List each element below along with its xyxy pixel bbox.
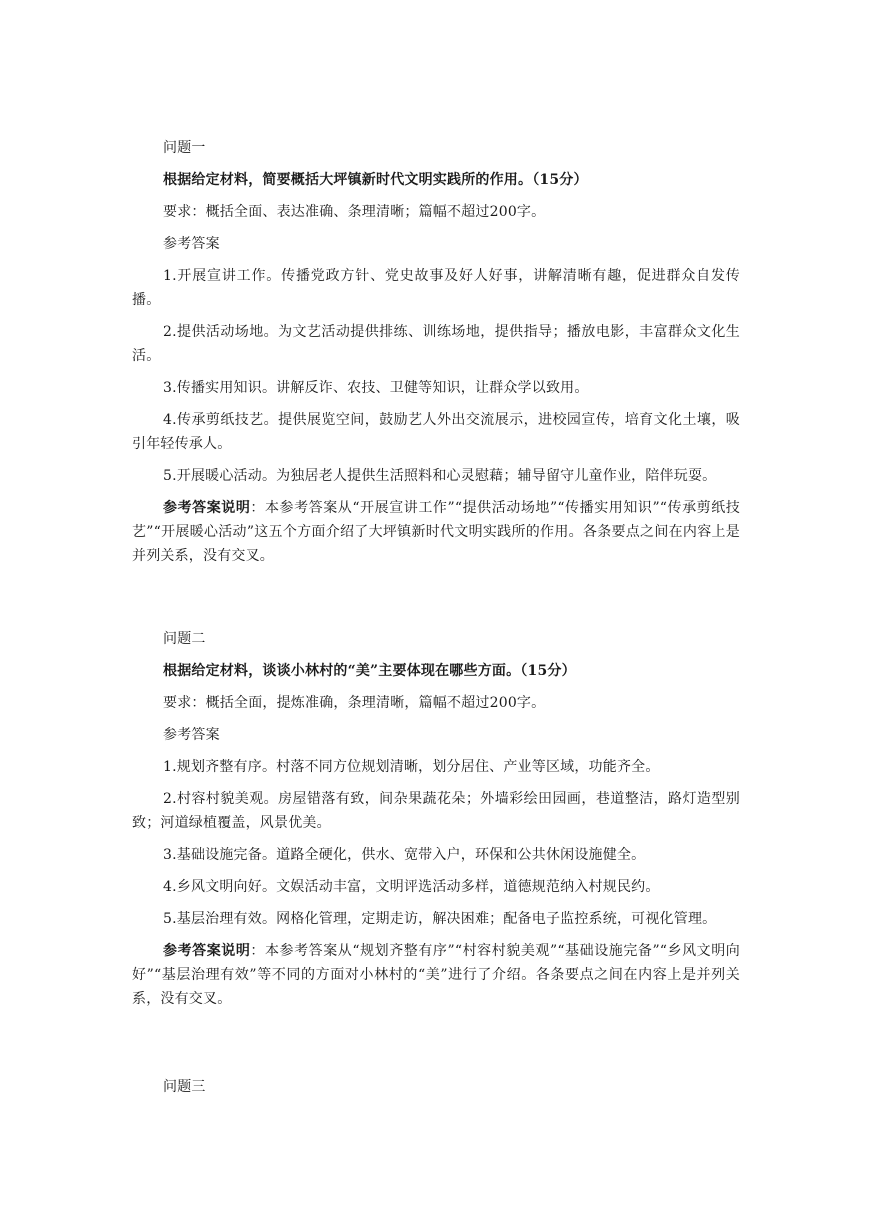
answer-note-text: ：本参考答案从“规划齐整有序”“村容村貌美观”“基础设施完备”“乡风文明向好”“基层治理有效”等不同的方面对小林村的“美”进行了介绍。各条要点之间在内容上是并列关系，没有交叉。 (132, 943, 741, 1007)
question-requirement: 要求：概括全面，提炼准确，条理清晰，篇幅不超过200字。 (163, 695, 546, 711)
question-title: 问题二 (163, 631, 206, 647)
question-prompt: 根据给定材料，简要概括大坪镇新时代文明实践所的作用。（15分） (163, 172, 588, 188)
answer-item: 4.传承剪纸技艺。提供展览空间，鼓励艺人外出交流展示，进校园宣传，培育文化土壤，吸引年轻传承人。 (132, 412, 740, 452)
answer-item: 1.规划齐整有序。村落不同方位规划清晰，划分居住、产业等区域，功能齐全。 (163, 759, 660, 775)
answer-note (132, 939, 740, 1011)
question-section-1 (132, 136, 740, 568)
answer-note-label: 参考答案说明 (163, 943, 251, 959)
answer-label: 参考答案 (163, 236, 220, 252)
answer-item: 4.乡风文明向好。文娱活动丰富，文明评选活动多样，道德规范纳入村规民约。 (163, 879, 660, 895)
question-section-3 (132, 1075, 740, 1107)
answer-note (132, 496, 740, 568)
answer-item: 1.开展宣讲工作。传播党政方针、党史故事及好人好事，讲解清晰有趣，促进群众自发传播。 (132, 268, 740, 308)
question-prompt: 根据给定材料，谈谈小林村的“美”主要体现在哪些方面。（15分） (163, 663, 576, 679)
answer-item: 2.村容村貌美观。房屋错落有致，间杂果蔬花朵；外墙彩绘田园画，巷道整洁，路灯造型别致；河道绿植覆盖，风景优美。 (132, 791, 740, 831)
answer-item: 5.基层治理有效。网格化管理，定期走访，解决困难；配备电子监控系统，可视化管理。 (163, 911, 717, 927)
question-requirement: 要求：概括全面、表达准确、条理清晰；篇幅不超过200字。 (163, 204, 546, 220)
answer-item: 5.开展暖心活动。为独居老人提供生活照料和心灵慰藉；辅导留守儿童作业，陪伴玩耍。 (163, 468, 717, 484)
question-section-2 (132, 627, 740, 1011)
answer-note-label: 参考答案说明 (163, 500, 251, 516)
question-title: 问题三 (163, 1079, 206, 1095)
answer-label: 参考答案 (163, 727, 220, 743)
question-title: 问题一 (163, 140, 206, 156)
answer-item: 2.提供活动场地。为文艺活动提供排练、训练场地，提供指导；播放电影，丰富群众文化生活。 (132, 324, 740, 364)
answer-item: 3.基础设施完备。道路全硬化，供水、宽带入户，环保和公共休闲设施健全。 (163, 847, 646, 863)
answer-note-text: ：本参考答案从“开展宣讲工作”“提供活动场地”“传播实用知识”“传承剪纸技艺”“开展暖心活动”这五个方面介绍了大坪镇新时代文明实践所的作用。各条要点之间在内容上是并列关系，没有交叉。 (132, 500, 741, 564)
answer-item: 3.传播实用知识。讲解反诈、农技、卫健等知识，让群众学以致用。 (163, 380, 589, 396)
